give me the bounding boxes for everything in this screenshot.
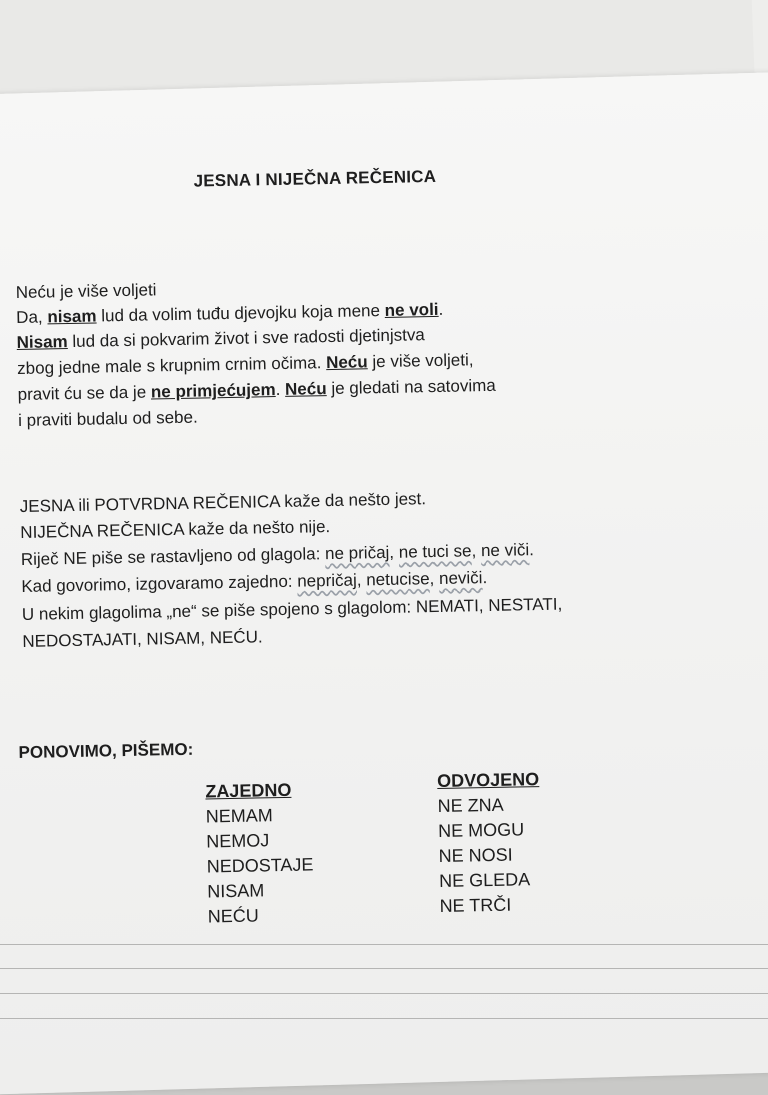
poem-text: . xyxy=(438,299,444,319)
rule-line xyxy=(22,627,263,652)
poem-text: i praviti budalu od sebe. xyxy=(17,407,198,431)
rule-text: NIJEČNA REČENICA kaže da nešto nije. xyxy=(20,517,331,542)
poem-text: Da, xyxy=(16,307,48,328)
list-item: NE MOGU xyxy=(437,819,525,842)
rule-text: Kad govorimo, izgovaramo zajedno: xyxy=(21,571,298,596)
poem-line xyxy=(17,350,474,379)
rule-text: . xyxy=(482,568,488,588)
rule-text: , xyxy=(356,570,367,590)
rule-line xyxy=(20,489,427,517)
together-column xyxy=(205,779,315,929)
separate-column xyxy=(437,769,542,919)
poem-text: je gledati na satovima xyxy=(326,375,496,399)
rule-text: Riječ NE piše se rastavljeno od glagola: xyxy=(20,544,326,569)
separate-header: ODVOJENO xyxy=(436,769,540,792)
poem-text: pravit ću se da je xyxy=(17,382,152,405)
list-item: NE TRČI xyxy=(439,894,512,917)
negation-word: ne primjećujem xyxy=(150,380,276,402)
rule-text: U nekim glagolima „ne“ se piše spojeno s glagolom: NEMATI, NESTATI, xyxy=(21,594,563,624)
poem-line xyxy=(17,376,495,405)
ruled-line xyxy=(0,968,768,969)
example-phrase: netucise xyxy=(366,569,430,590)
page-title: JESNA I NIJEČNA REČENICA xyxy=(193,166,437,191)
example-phrase: ne pričaj xyxy=(324,542,390,564)
poem-text: Neću je više voljeti xyxy=(15,280,157,303)
list-item: NEDOSTAJE xyxy=(206,854,314,877)
example-phrase: ne viči xyxy=(480,540,530,561)
rule-text: , xyxy=(429,568,440,589)
list-item: NEMAM xyxy=(205,805,273,827)
ruled-line xyxy=(0,1018,768,1019)
ruled-line xyxy=(0,993,768,994)
list-item: NEĆU xyxy=(207,905,259,927)
rule-line xyxy=(20,517,330,543)
poem-text: je više voljeti, xyxy=(367,350,474,372)
negation-word: nisam xyxy=(47,306,97,327)
example-phrase: ne tuci se xyxy=(398,541,472,562)
list-item: NE GLEDA xyxy=(438,869,531,892)
rule-text: NEDOSTAJATI, NISAM, NEĆU. xyxy=(22,627,263,651)
rule-text: JESNA ili POTVRDNA REČENICA kaže da nešto jest. xyxy=(19,489,427,516)
negation-word: ne voli xyxy=(384,299,439,320)
ruled-line xyxy=(0,944,768,945)
poem-line xyxy=(16,280,157,303)
list-item: NE ZNA xyxy=(437,794,504,817)
poem-text: lud da volim tuđu djevojku koja mene xyxy=(96,300,385,326)
rule-text: , xyxy=(471,541,482,561)
rule-text: , xyxy=(389,542,399,562)
list-item: NE NOSI xyxy=(438,844,513,867)
rule-line xyxy=(22,595,563,625)
poem-text: lud da si pokvarim život i sve radosti djetinjstva xyxy=(67,325,425,352)
rule-line xyxy=(21,568,487,597)
example-phrase: nepričaj xyxy=(297,570,357,591)
poem-line xyxy=(16,300,443,328)
list-item: NEMOJ xyxy=(206,830,270,852)
rule-text: . xyxy=(528,540,535,560)
poem-line xyxy=(18,408,198,431)
practice-heading: PONOVIMO, PIŠEMO: xyxy=(18,739,194,763)
example-phrase: neviči xyxy=(438,568,483,588)
list-item: NISAM xyxy=(207,880,265,902)
poem-text: zbog jedne male s krupnim crnim očima. xyxy=(16,353,327,379)
together-header: ZAJEDNO xyxy=(205,779,292,802)
poem-text: . xyxy=(275,379,286,400)
negation-word: Neću xyxy=(284,379,327,399)
negation-word: Neću xyxy=(325,352,368,373)
rule-line xyxy=(21,540,534,570)
negation-word: Nisam xyxy=(16,332,68,353)
poem-line xyxy=(16,325,424,353)
